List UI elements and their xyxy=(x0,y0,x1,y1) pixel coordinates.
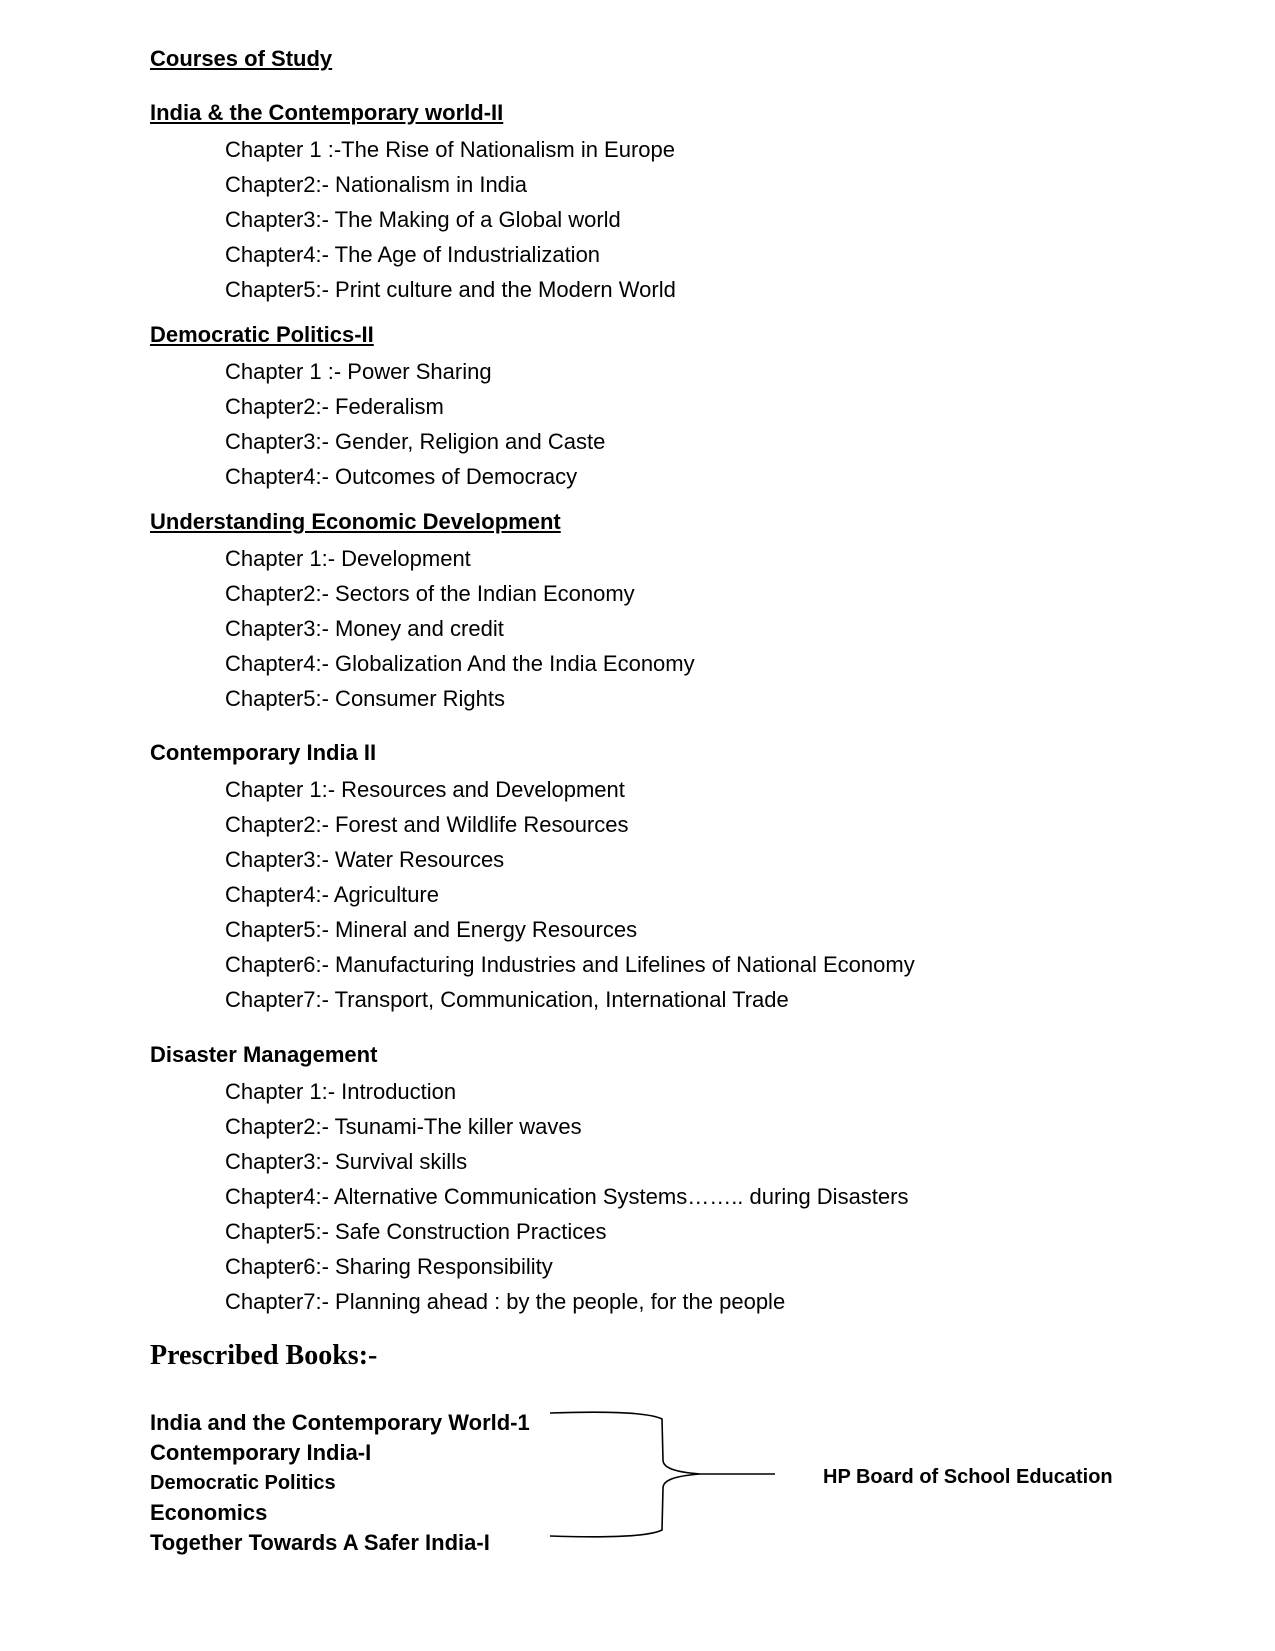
chapter-item: Chapter7:- Planning ahead : by the people, for the people xyxy=(225,1289,786,1314)
chapter-item: Chapter 1:- Introduction xyxy=(225,1079,457,1104)
chapter-item: Chapter3:- The Making of a Global world xyxy=(225,207,621,232)
brace-connector-icon xyxy=(550,1410,780,1545)
section-heading: India & the Contemporary world-II xyxy=(150,100,504,125)
book-item: Democratic Politics xyxy=(150,1472,336,1494)
chapter-list xyxy=(225,354,605,494)
chapter-item: Chapter 1 :- Power Sharing xyxy=(225,359,492,384)
section-india-contemporary-world xyxy=(150,98,676,307)
chapter-item: Chapter3:- Money and credit xyxy=(225,616,504,641)
publisher-label: HP Board of School Education xyxy=(823,1466,1113,1488)
section-heading: Disaster Management xyxy=(150,1042,378,1067)
chapter-list xyxy=(225,1074,908,1319)
chapter-item: Chapter5:- Consumer Rights xyxy=(225,686,506,711)
book-item: Economics xyxy=(150,1500,268,1525)
section-heading: Understanding Economic Development xyxy=(150,509,561,534)
section-heading: Democratic Politics-II xyxy=(150,322,374,347)
book-item: Contemporary India-I xyxy=(150,1440,372,1465)
section-understanding-economic-development xyxy=(150,507,695,716)
chapter-item: Chapter2:- Sectors of the Indian Economy xyxy=(225,581,635,606)
chapter-item: Chapter4:- Alternative Communication Systems…….. during Disasters xyxy=(225,1184,909,1209)
chapter-item: Chapter2:- Tsunami-The killer waves xyxy=(225,1114,582,1139)
chapter-item: Chapter6:- Sharing Responsibility xyxy=(225,1254,553,1279)
chapter-item: Chapter3:- Water Resources xyxy=(225,847,505,872)
chapter-list xyxy=(225,772,915,1017)
chapter-item: Chapter5:- Safe Construction Practices xyxy=(225,1219,607,1244)
chapter-item: Chapter4:- Agriculture xyxy=(225,882,439,907)
chapter-item: Chapter4:- Globalization And the India Economy xyxy=(225,651,695,676)
book-item: Together Towards A Safer India-I xyxy=(150,1530,490,1555)
chapter-item: Chapter3:- Gender, Religion and Caste xyxy=(225,429,606,454)
document-title: Courses of Study xyxy=(150,46,333,71)
chapter-item: Chapter4:- The Age of Industrialization xyxy=(225,242,601,267)
section-democratic-politics xyxy=(150,320,605,494)
book-item: India and the Contemporary World-1 xyxy=(150,1410,530,1435)
chapter-list xyxy=(225,541,695,716)
prescribed-books-heading: Prescribed Books:- xyxy=(150,1340,378,1371)
section-heading: Contemporary India II xyxy=(150,740,377,765)
chapter-item: Chapter 1 :-The Rise of Nationalism in Europe xyxy=(225,137,675,162)
chapter-item: Chapter2:- Federalism xyxy=(225,394,444,419)
chapter-list xyxy=(225,132,676,307)
chapter-item: Chapter4:- Outcomes of Democracy xyxy=(225,464,578,489)
chapter-item: Chapter7:- Transport, Communication, International Trade xyxy=(225,987,789,1012)
section-contemporary-india xyxy=(150,738,915,1017)
chapter-item: Chapter6:- Manufacturing Industries and Lifelines of National Economy xyxy=(225,952,915,977)
chapter-item: Chapter 1:- Development xyxy=(225,546,471,571)
chapter-item: Chapter3:- Survival skills xyxy=(225,1149,468,1174)
chapter-item: Chapter 1:- Resources and Development xyxy=(225,777,625,802)
section-disaster-management xyxy=(150,1040,908,1319)
chapter-item: Chapter2:- Forest and Wildlife Resources xyxy=(225,812,629,837)
chapter-item: Chapter5:- Mineral and Energy Resources xyxy=(225,917,638,942)
chapter-item: Chapter5:- Print culture and the Modern World xyxy=(225,277,676,302)
prescribed-books-list xyxy=(150,1408,530,1558)
chapter-item: Chapter2:- Nationalism in India xyxy=(225,172,528,197)
